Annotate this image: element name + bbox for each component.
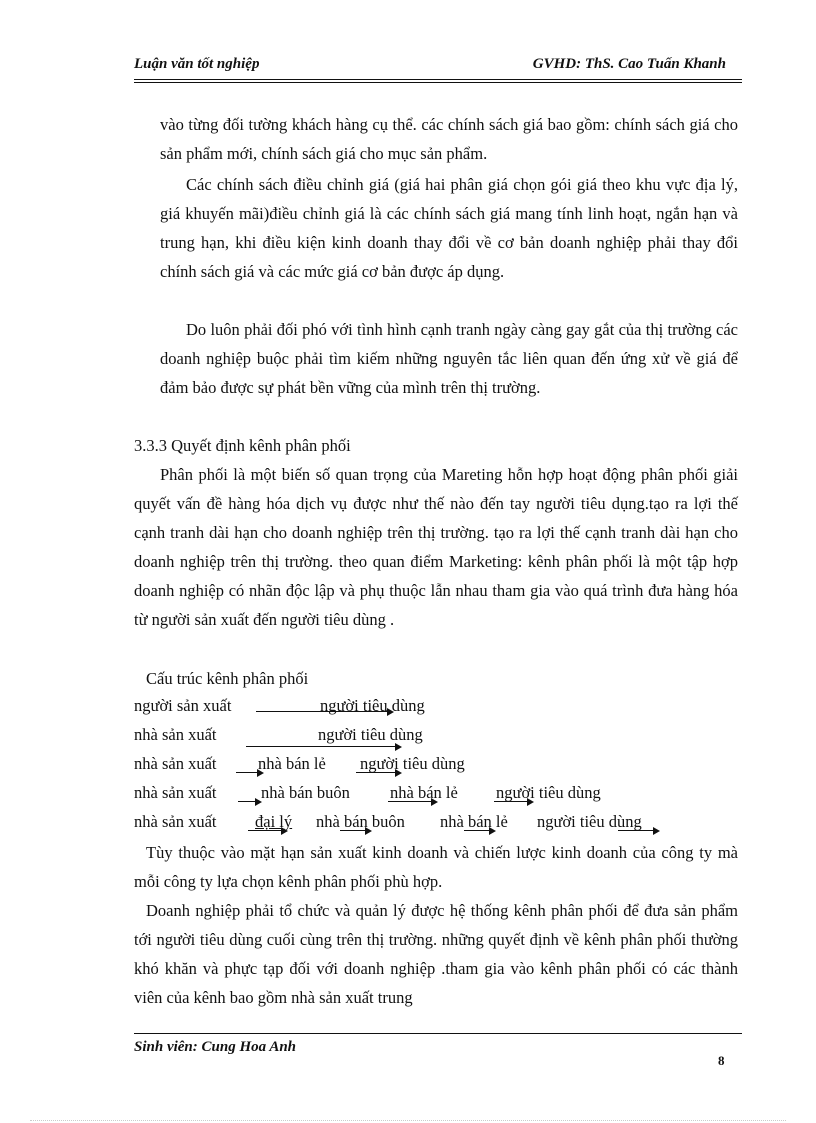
chain-node: người tiêu dùng: [318, 725, 423, 744]
arrow-icon: [340, 827, 372, 835]
header-rule: [134, 79, 742, 80]
chain-node: người tiêu dùng: [496, 783, 601, 802]
channel-chain-1: [134, 693, 754, 722]
chain-node: người tiêu dùng: [537, 812, 642, 831]
footer-rule: [134, 1033, 742, 1034]
paragraph-distribution: Phân phối là một biến số quan trọng của Mareting hỗn hợp hoạt động phân phối giải quyết vấn đề hàng hóa dịch vụ được như thế nào đến tay người tiêu dụng.tạo ra lợi thế cạnh tranh dài hạn cho doanh nghiệp trên thị trường. tạo ra lợi thế cạnh tranh dài hạn cho doanh nghiệp trên thị trường. theo quan điểm Marketing: kênh phân phối là một tập hợp doanh nghiệp có nhãn độc lập và phụ thuộc lẫn nhau tham gia vào quá trình đưa hàng hóa từ người sản xuất đến người tiêu dùng .: [134, 465, 738, 629]
paragraph-price-policies: vào từng đối tường khách hàng cụ thể. các chính sách giá bao gồm: chính sách giá cho sản phẩm mới, chính sách giá cho mục sản phẩm.: [160, 115, 738, 163]
chain-node: người sản xuất: [134, 696, 232, 715]
arrow-icon: [236, 769, 264, 777]
section-heading: 3.3.3 Quyết định kênh phân phối: [134, 436, 351, 455]
channel-chain-3: [134, 751, 754, 780]
chain-node: nhà sản xuất: [134, 812, 217, 831]
header-rule-secondary: [134, 82, 742, 83]
channel-chain-5: [134, 809, 754, 838]
arrow-icon: [248, 827, 288, 835]
chain-node: nhà bán lẻ: [440, 812, 508, 831]
arrow-icon: [356, 769, 402, 777]
chain-node: người tiêu dùng: [360, 754, 465, 773]
channel-chain-2: [134, 722, 754, 751]
chain-node: nhà sản xuất: [134, 725, 217, 744]
header-advisor: GVHD: ThS. Cao Tuấn Khanh: [532, 56, 726, 72]
chain-node: nhà sản xuất: [134, 754, 217, 773]
channel-structure-title: Cấu trúc kênh phân phối: [146, 669, 309, 688]
channel-chain-4: [134, 780, 754, 809]
chain-node: nhà bán buôn: [261, 783, 350, 802]
paragraph-competition: Do luôn phải đối phó với tình hình cạnh tranh ngày càng gay gắt của thị trường các doanh nghiệp buộc phải tìm kiếm những nguyên tắc liên quan đến ứng xử về giá để đảm bảo được sự phát bền vững của mình trên thị trường.: [160, 320, 738, 397]
chain-node: nhà sản xuất: [134, 783, 217, 802]
page-edge-divider: [30, 1120, 786, 1121]
arrow-icon: [618, 827, 660, 835]
paragraph-channel-choice: Tùy thuộc vào mặt hạn sản xuất kinh doanh và chiến lược kinh doanh của công ty mà mỗi công ty lựa chọn kênh phân phối phù hợp.: [134, 843, 738, 891]
arrow-icon: [464, 827, 496, 835]
chain-node: nhà bán lẻ: [258, 754, 326, 773]
chain-node: nhà bán buôn: [316, 812, 405, 831]
paragraph-price-adjustment: Các chính sách điều chỉnh giá (giá hai phân giá chọn gói giá theo khu vực địa lý, giá khuyến mãi)điều chỉnh giá là các chính sách giá mang tính linh hoạt, ngắn hạn và trung hạn, khi điều kiện kinh doanh thay đổi về cơ bản doanh nghiệp phải thay đổi chính sách giá và các mức giá cơ bản được áp dụng.: [160, 175, 738, 281]
chain-node: người tiêu dùng: [320, 696, 425, 715]
arrow-icon: [256, 708, 394, 716]
footer-student: Sinh viên: Cung Hoa Anh: [134, 1039, 297, 1055]
chain-node: đại lý: [255, 812, 293, 831]
arrow-icon: [246, 743, 402, 751]
arrow-icon: [388, 798, 438, 806]
arrow-icon: [238, 798, 262, 806]
page-number: 8: [718, 1053, 725, 1068]
paragraph-channel-management: Doanh nghiệp phải tổ chức và quản lý được hệ thống kênh phân phối để đưa sản phẩm tới người tiêu dùng cuối cùng trên thị trường. những quyết định về kênh phân phối thường khó khăn và phực tạp đối với doanh nghiệp .tham gia vào kênh phân phối có các thành viên của kênh bao gồm nhà sản xuất trung: [134, 901, 738, 1007]
arrow-icon: [494, 798, 534, 806]
header-thesis-title: Luận văn tốt nghiệp: [134, 56, 260, 72]
chain-node: nhà bán lẻ: [390, 783, 458, 802]
